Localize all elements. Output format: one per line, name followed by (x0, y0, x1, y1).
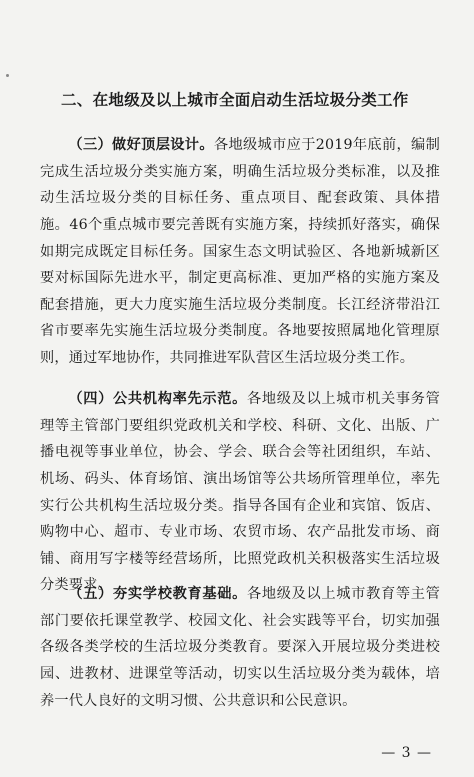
paragraph-2 (40, 386, 440, 599)
paragraph-3-lead: （五）夯实学校教育基础。 (68, 586, 247, 603)
paragraph-1-lead: （三）做好顶层设计。 (68, 137, 214, 154)
paragraph-1 (40, 132, 440, 371)
scan-mark (6, 74, 9, 77)
paragraph-3-body: 各地级及以上城市教育等主管部门要依托课堂教学、校园文化、社会实践等平台，切实加强各级各类学校的生活垃圾分类教育。要深入开展垃圾分类进校园、进教材、进课堂等活动，切实以生活垃圾分类为载体，培养一代人良好的文明习惯、公共意识和公民意识。 (40, 586, 440, 709)
page-number: — 3 — (381, 745, 432, 761)
paragraph-1-body: 各地级城市应于2019年底前，编制完成生活垃圾分类实施方案，明确生活垃圾分类标准，以及推动生活垃圾分类的目标任务、重点项目、配套政策、具体措施。46个重点城市要完善既有实施方案，持续抓好落实，确保如期完成既定目标任务。国家生态文明试验区、各地新城新区要对标国际先进水平，制定更高标准、更加严格的实施方案及配套措施，更大力度实施生活垃圾分类制度。长江经济带沿江省市要率先实施生活垃圾分类制度。各地要按照属地化管理原则，通过军地协作，共同推进军队营区生活垃圾分类工作。 (40, 137, 440, 366)
paragraph-3 (40, 581, 440, 714)
paragraph-2-lead: （四）公共机构率先示范。 (68, 391, 247, 408)
section-heading: 二、在地级及以上城市全面启动生活垃圾分类工作 (61, 91, 409, 109)
paragraph-2-body: 各地级及以上城市机关事务管理等主管部门要组织党政机关和学校、科研、文化、出版、广播电视等事业单位，协会、学会、联合会等社团组织，车站、机场、码头、体育场馆、演出场馆等公共场所管理单位，率先实行公共机构生活垃圾分类。指导各国有企业和宾馆、饭店、购物中心、超市、专业市场、农贸市场、农产品批发市场、商铺、商用写字楼等经营场所，比照党政机关积极落实生活垃圾分类要求。 (40, 391, 440, 594)
